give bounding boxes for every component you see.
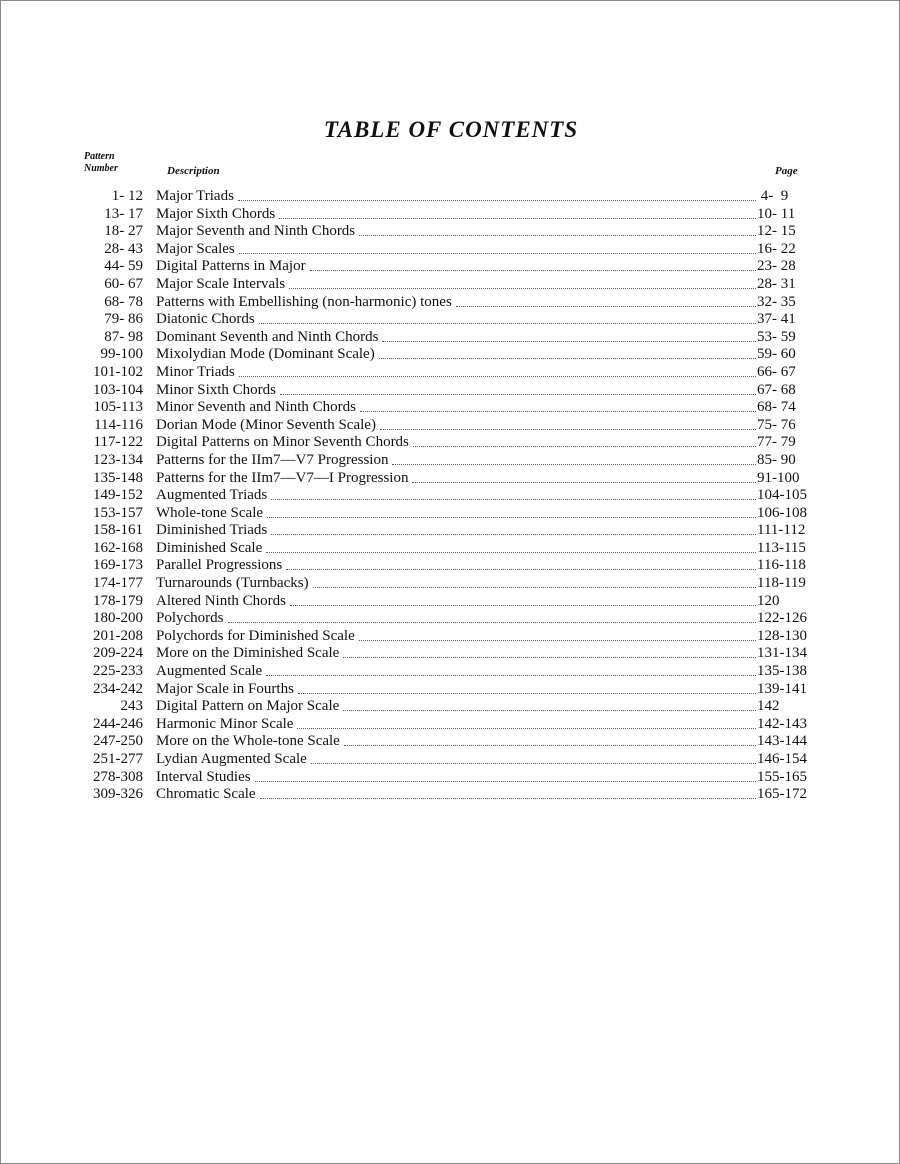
pattern-number: 158-161 bbox=[93, 522, 143, 539]
entry-description bbox=[156, 188, 756, 206]
pattern-number: 87- 98 bbox=[104, 328, 143, 345]
toc-row bbox=[81, 698, 821, 716]
description-header: Description bbox=[167, 165, 220, 177]
toc-row bbox=[81, 769, 821, 787]
dot-leader bbox=[279, 206, 756, 219]
entry-description-text: Chromatic Scale bbox=[156, 786, 256, 803]
page-range: 122-126 bbox=[757, 610, 807, 627]
entry-description bbox=[156, 698, 756, 716]
toc-row bbox=[81, 628, 821, 646]
entry-description bbox=[156, 733, 756, 751]
page-range: 68- 74 bbox=[757, 399, 796, 416]
entry-description bbox=[156, 522, 756, 540]
toc-row bbox=[81, 276, 821, 294]
toc-row bbox=[81, 610, 821, 628]
page-range: 75- 76 bbox=[757, 416, 796, 433]
entry-description bbox=[156, 364, 756, 382]
entry-description-text: Diminished Scale bbox=[156, 539, 263, 556]
entry-description-text: Patterns for the IIm7—V7 Progression bbox=[156, 451, 389, 468]
entry-description-text: Whole-tone Scale bbox=[156, 504, 264, 521]
entry-description-text: Parallel Progressions bbox=[156, 557, 283, 574]
toc-row bbox=[81, 663, 821, 681]
entry-description bbox=[156, 663, 756, 681]
dot-leader bbox=[255, 769, 756, 782]
pattern-number: 79- 86 bbox=[104, 311, 143, 328]
toc-row bbox=[81, 364, 821, 382]
page-range: 142-143 bbox=[757, 715, 807, 732]
dot-leader bbox=[239, 364, 756, 377]
toc-row bbox=[81, 540, 821, 558]
page-range: 104-105 bbox=[757, 487, 807, 504]
page-range: 142 bbox=[757, 698, 780, 715]
entry-description-text: Diatonic Chords bbox=[156, 311, 255, 328]
pattern-number: 103-104 bbox=[93, 381, 143, 398]
entry-description bbox=[156, 311, 756, 329]
dot-leader bbox=[228, 610, 757, 623]
dot-leader bbox=[382, 329, 756, 342]
entry-description bbox=[156, 276, 756, 294]
page-range: 37- 41 bbox=[757, 311, 796, 328]
entry-description-text: Dorian Mode (Minor Seventh Scale) bbox=[156, 416, 376, 433]
page-range: 113-115 bbox=[757, 539, 806, 556]
entry-description-text: Digital Pattern on Major Scale bbox=[156, 698, 340, 715]
entry-description-text: Major Sixth Chords bbox=[156, 205, 276, 222]
page-range: 116-118 bbox=[757, 557, 806, 574]
dot-leader bbox=[311, 751, 756, 764]
dot-leader bbox=[413, 434, 756, 447]
entry-description bbox=[156, 716, 756, 734]
entry-description bbox=[156, 470, 756, 488]
page-range: 66- 67 bbox=[757, 363, 796, 380]
entry-description-text: Major Triads bbox=[156, 188, 234, 204]
page-range: 67- 68 bbox=[757, 381, 796, 398]
pattern-number: 309-326 bbox=[93, 786, 143, 803]
entry-description bbox=[156, 681, 756, 699]
toc-row bbox=[81, 382, 821, 400]
toc-row bbox=[81, 434, 821, 452]
dot-leader bbox=[379, 346, 756, 359]
entry-description bbox=[156, 223, 756, 241]
entry-description bbox=[156, 610, 756, 628]
pattern-number: 13- 17 bbox=[104, 205, 143, 222]
toc-row bbox=[81, 188, 821, 206]
pattern-number: 278-308 bbox=[93, 768, 143, 785]
toc-row bbox=[81, 346, 821, 364]
entry-description-text: Interval Studies bbox=[156, 768, 251, 785]
entry-description bbox=[156, 557, 756, 575]
entry-description bbox=[156, 505, 756, 523]
dot-leader bbox=[280, 382, 756, 395]
dot-leader bbox=[266, 540, 756, 553]
entry-description bbox=[156, 751, 756, 769]
entry-description-text: Dominant Seventh and Ninth Chords bbox=[156, 328, 379, 345]
dot-leader bbox=[271, 487, 756, 500]
entry-description-text: Digital Patterns in Major bbox=[156, 258, 306, 275]
dot-leader bbox=[290, 593, 756, 606]
entry-description bbox=[156, 434, 756, 452]
page-range: 16- 22 bbox=[757, 240, 796, 257]
pattern-number: 244-246 bbox=[93, 715, 143, 732]
entry-description-text: Major Seventh and Ninth Chords bbox=[156, 223, 356, 240]
pattern-header-line2: Number bbox=[84, 163, 118, 174]
dot-leader bbox=[266, 663, 756, 676]
pattern-number: 169-173 bbox=[93, 557, 143, 574]
pattern-number: 174-177 bbox=[93, 575, 143, 592]
dot-leader bbox=[298, 681, 756, 694]
toc-row bbox=[81, 575, 821, 593]
pattern-number: 234-242 bbox=[93, 680, 143, 697]
entry-description bbox=[156, 294, 756, 312]
toc-row bbox=[81, 452, 821, 470]
dot-leader bbox=[297, 716, 756, 729]
toc-row bbox=[81, 681, 821, 699]
pattern-number: 68- 78 bbox=[104, 293, 143, 310]
page-range: 106-108 bbox=[757, 504, 807, 521]
toc-row bbox=[81, 645, 821, 663]
page-range: 23- 28 bbox=[757, 258, 796, 275]
toc-row bbox=[81, 223, 821, 241]
dot-leader bbox=[380, 417, 756, 430]
entry-description-text: Altered Ninth Chords bbox=[156, 592, 286, 609]
entry-description-text: Major Scale in Fourths bbox=[156, 680, 294, 697]
dot-leader bbox=[456, 294, 756, 307]
page-range: 59- 60 bbox=[757, 346, 796, 363]
pattern-number: 153-157 bbox=[93, 504, 143, 521]
page-range: 32- 35 bbox=[757, 293, 796, 310]
pattern-number: 1- 12 bbox=[111, 188, 143, 204]
entry-description-text: Mixolydian Mode (Dominant Scale) bbox=[156, 346, 375, 363]
toc-row bbox=[81, 593, 821, 611]
pattern-number: 101-102 bbox=[93, 363, 143, 380]
dot-leader bbox=[360, 399, 756, 412]
page-range: 12- 15 bbox=[757, 223, 796, 240]
page-range: 77- 79 bbox=[757, 434, 796, 451]
entry-description bbox=[156, 540, 756, 558]
toc-row bbox=[81, 399, 821, 417]
entry-description bbox=[156, 593, 756, 611]
contents-list bbox=[81, 188, 821, 804]
toc-row bbox=[81, 716, 821, 734]
entry-description bbox=[156, 346, 756, 364]
pattern-number: 225-233 bbox=[93, 663, 143, 680]
entry-description-text: Minor Sixth Chords bbox=[156, 381, 277, 398]
entry-description-text: Diminished Triads bbox=[156, 522, 268, 539]
toc-row bbox=[81, 206, 821, 224]
toc-row bbox=[81, 329, 821, 347]
entry-description bbox=[156, 628, 756, 646]
pattern-number: 201-208 bbox=[93, 627, 143, 644]
page-range: 91-100 bbox=[757, 469, 800, 486]
entry-description-text: Polychords for Diminished Scale bbox=[156, 627, 355, 644]
page-range: 120 bbox=[757, 592, 780, 609]
page-range: 28- 31 bbox=[757, 275, 796, 292]
toc-row bbox=[81, 258, 821, 276]
page-range: 4- 9 bbox=[757, 188, 789, 204]
pattern-number: 28- 43 bbox=[104, 240, 143, 257]
pattern-number-header bbox=[84, 151, 144, 175]
entry-description bbox=[156, 645, 756, 663]
entry-description-text: More on the Diminished Scale bbox=[156, 645, 340, 662]
pattern-number: 178-179 bbox=[93, 592, 143, 609]
dot-leader bbox=[343, 645, 756, 658]
entry-description bbox=[156, 258, 756, 276]
entry-description bbox=[156, 417, 756, 435]
page-range: 85- 90 bbox=[757, 451, 796, 468]
entry-description-text: Digital Patterns on Minor Seventh Chords bbox=[156, 434, 409, 451]
dot-leader bbox=[271, 522, 756, 535]
pattern-number: 123-134 bbox=[93, 451, 143, 468]
toc-row bbox=[81, 487, 821, 505]
toc-row bbox=[81, 470, 821, 488]
entry-description bbox=[156, 769, 756, 787]
entry-description-text: More on the Whole-tone Scale bbox=[156, 733, 340, 750]
page-range: 165-172 bbox=[757, 786, 807, 803]
page-range: 111-112 bbox=[757, 522, 806, 539]
entry-description bbox=[156, 786, 756, 804]
entry-description-text: Polychords bbox=[156, 610, 224, 627]
entry-description bbox=[156, 329, 756, 347]
page-title: TABLE OF CONTENTS bbox=[323, 117, 579, 142]
page-range: 131-134 bbox=[757, 645, 807, 662]
dot-leader bbox=[412, 470, 756, 483]
pattern-number: 114-116 bbox=[94, 416, 143, 433]
entry-description-text: Patterns for the IIm7—V7—I Progression bbox=[156, 469, 409, 486]
pattern-number: 99-100 bbox=[100, 346, 143, 363]
toc-row bbox=[81, 751, 821, 769]
pattern-header-line1: Pattern bbox=[84, 151, 115, 162]
dot-leader bbox=[286, 557, 756, 570]
pattern-number: 117-122 bbox=[93, 434, 143, 451]
toc-row bbox=[81, 505, 821, 523]
entry-description-text: Major Scale Intervals bbox=[156, 275, 286, 292]
entry-description-text: Minor Triads bbox=[156, 363, 235, 380]
pattern-number: 135-148 bbox=[93, 469, 143, 486]
dot-leader bbox=[310, 258, 756, 271]
pattern-number: 149-152 bbox=[93, 487, 143, 504]
dot-leader bbox=[392, 452, 756, 465]
entry-description bbox=[156, 575, 756, 593]
dot-leader bbox=[267, 505, 756, 518]
page-range: 53- 59 bbox=[757, 328, 796, 345]
dot-leader bbox=[238, 188, 756, 201]
entry-description bbox=[156, 206, 756, 224]
entry-description-text: Lydian Augmented Scale bbox=[156, 751, 307, 767]
page-range: 139-141 bbox=[757, 680, 807, 697]
toc-row bbox=[81, 294, 821, 312]
entry-description bbox=[156, 241, 756, 259]
page-range: 135-138 bbox=[757, 663, 807, 680]
pattern-number: 105-113 bbox=[93, 399, 143, 416]
toc-row bbox=[81, 557, 821, 575]
entry-description-text: Major Scales bbox=[156, 240, 235, 257]
dot-leader bbox=[239, 241, 756, 254]
pattern-number: 251-277 bbox=[93, 751, 143, 767]
toc-row bbox=[81, 241, 821, 259]
toc-row bbox=[81, 733, 821, 751]
dot-leader bbox=[313, 575, 756, 588]
entry-description-text: Patterns with Embellishing (non-harmonic) tones bbox=[156, 293, 452, 310]
page-range: 118-119 bbox=[757, 575, 806, 592]
page-range: 143-144 bbox=[757, 733, 807, 750]
toc-row bbox=[81, 522, 821, 540]
entry-description-text: Turnarounds (Turnbacks) bbox=[156, 575, 309, 592]
page-range: 128-130 bbox=[757, 627, 807, 644]
dot-leader bbox=[359, 628, 756, 641]
dot-leader bbox=[344, 733, 756, 746]
entry-description bbox=[156, 382, 756, 400]
entry-description-text: Harmonic Minor Scale bbox=[156, 715, 294, 732]
entry-description-text: Augmented Scale bbox=[156, 663, 263, 680]
toc-row bbox=[81, 311, 821, 329]
pattern-number: 243 bbox=[120, 698, 143, 715]
dot-leader bbox=[343, 698, 756, 711]
entry-description bbox=[156, 399, 756, 417]
pattern-number: 44- 59 bbox=[104, 258, 143, 275]
dot-leader bbox=[359, 223, 756, 236]
pattern-number: 162-168 bbox=[93, 539, 143, 556]
dot-leader bbox=[259, 311, 756, 324]
toc-row bbox=[81, 786, 821, 804]
page-range: 10- 11 bbox=[757, 205, 796, 222]
pattern-number: 180-200 bbox=[93, 610, 143, 627]
entry-description bbox=[156, 487, 756, 505]
pattern-number: 18- 27 bbox=[104, 223, 143, 240]
page-range: 146-154 bbox=[757, 751, 807, 767]
pattern-number: 247-250 bbox=[93, 733, 143, 750]
entry-description-text: Augmented Triads bbox=[156, 487, 268, 504]
dot-leader bbox=[260, 786, 756, 799]
page-range: 155-165 bbox=[757, 768, 807, 785]
entry-description-text: Minor Seventh and Ninth Chords bbox=[156, 399, 356, 416]
pattern-number: 60- 67 bbox=[104, 275, 143, 292]
entry-description bbox=[156, 452, 756, 470]
dot-leader bbox=[289, 276, 756, 289]
pattern-number: 209-224 bbox=[93, 645, 143, 662]
toc-row bbox=[81, 417, 821, 435]
page-header: Page bbox=[775, 165, 798, 177]
